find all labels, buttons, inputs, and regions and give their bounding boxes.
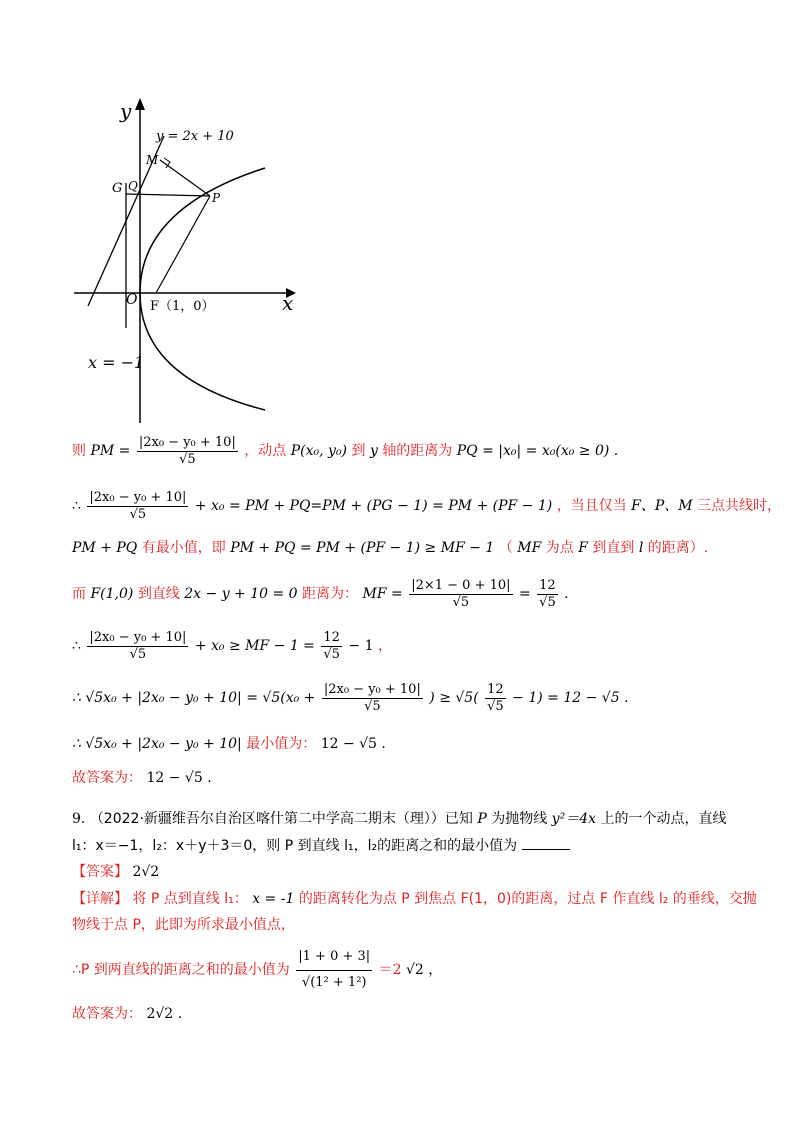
- denominator: √5: [179, 451, 196, 467]
- text: 的距离）.: [647, 540, 709, 556]
- point-G-label: G: [112, 181, 123, 196]
- text: 故答案为：: [72, 1006, 142, 1023]
- solution-line-1: [72, 435, 618, 467]
- math: MF =: [362, 586, 403, 603]
- math: PM + PQ = PM + (PF − 1) ≥ MF − 1: [230, 540, 495, 556]
- numerator: |2x₀ − y₀ + 10|: [89, 490, 187, 505]
- therefore-symbol: ∴: [72, 498, 81, 515]
- point-P-label: P: [212, 191, 221, 205]
- text: 轴的距离为: [382, 443, 453, 460]
- detail-row-3: [72, 945, 757, 995]
- solution-line-3: [72, 540, 708, 557]
- math: y: [369, 443, 378, 460]
- text: 到直线: [137, 586, 180, 603]
- numerator: 12: [485, 682, 506, 699]
- fraction: [87, 490, 188, 522]
- math: y²＝4x: [551, 811, 596, 827]
- math: ) ≥ √5(: [429, 690, 479, 707]
- question-9-line-1: [72, 806, 757, 833]
- text: ∴P 到两直线的距离之和的最小值为: [72, 962, 290, 979]
- math: + x₀ ≥ MF − 1 =: [194, 638, 315, 655]
- fraction: [137, 435, 238, 467]
- question-9-line-2: [72, 833, 757, 860]
- text: ，当且仅当: [556, 498, 627, 515]
- math: l: [638, 540, 644, 556]
- solution-line-5: [72, 630, 392, 662]
- answer-line: [72, 770, 212, 787]
- text: .: [177, 1006, 183, 1023]
- text: 故答案为：: [72, 770, 142, 786]
- denominator: √(1² + 1²): [301, 974, 367, 990]
- math: ∴ √5x₀ + |2x₀ − y₀ + 10|: [72, 736, 242, 752]
- denominator: √5: [452, 594, 470, 610]
- text: 上的一个动点，直线: [600, 811, 727, 827]
- text: 距离为：: [302, 586, 359, 603]
- math: 2x − y + 10 = 0: [184, 586, 298, 603]
- detail-row-2: [72, 912, 757, 939]
- answer-row: [72, 859, 757, 886]
- solution-line-2: [72, 490, 781, 522]
- text: .: [624, 690, 629, 707]
- therefore-symbol: ∴: [72, 638, 81, 655]
- numerator: |1 + 0 + 3|: [296, 945, 372, 971]
- text: 为点: [545, 540, 574, 556]
- denominator: √5: [539, 594, 556, 610]
- segment-GP: [126, 194, 210, 196]
- final-answer-row: [72, 1001, 757, 1028]
- math: P(x₀, y₀): [290, 443, 348, 460]
- math: x = -1: [252, 890, 295, 907]
- y-axis-label: y: [120, 99, 132, 123]
- solution-line-4: [72, 578, 569, 610]
- segment-PF: [156, 196, 210, 293]
- answer-tag: 【答案】: [72, 864, 128, 881]
- solution-line-6: [72, 682, 629, 714]
- text: 到直到: [592, 540, 635, 556]
- line-equation-label: y = 2x + 10: [156, 129, 234, 144]
- point-F-label: F（1，0）: [150, 299, 215, 314]
- text: 的距离转化为点 P 到焦点 F(1，0)的距离，过点 F 作直线 l₂ 的垂线，交抛: [298, 890, 757, 907]
- text: ，: [377, 638, 392, 655]
- text: 为抛物线: [491, 811, 548, 827]
- numerator: |2x₀ − y₀ + 10|: [138, 435, 236, 450]
- math: 2√2: [146, 1006, 174, 1023]
- math: + x₀ = PM + PQ=PM + (PG − 1) = PM + (PF − 1): [194, 498, 553, 515]
- numerator: |2×1 − 0 + 10|: [411, 578, 511, 593]
- point-O-label: O: [126, 292, 138, 308]
- answer-blank: [522, 837, 570, 850]
- numerator: |2x₀ − y₀ + 10|: [89, 630, 187, 645]
- denominator: √5: [323, 646, 340, 662]
- detail-tag: 【详解】: [72, 890, 128, 907]
- fraction: [296, 945, 372, 995]
- math: =: [518, 586, 531, 603]
- directrix-label: x = −1: [88, 353, 145, 372]
- math: F: [578, 540, 588, 556]
- math: F、P、M: [631, 498, 693, 515]
- text: 则: [72, 443, 86, 460]
- math: MF: [517, 540, 542, 556]
- numerator: 12: [321, 630, 342, 647]
- denominator: √5: [487, 698, 504, 714]
- fraction: [409, 578, 512, 610]
- numerator: |2x₀ − y₀ + 10|: [323, 682, 421, 697]
- text: .: [613, 443, 619, 460]
- text: l₁：x＝−1，l₂：x＋y＋3＝0，则 P 到直线 l₁，l₂的距离之和的最小值为: [72, 837, 518, 854]
- text: 物线于点 P，此即为所求最小值点，: [72, 917, 295, 934]
- denominator: √5: [364, 698, 381, 714]
- math: PQ = |x₀| = x₀(x₀ ≥ 0): [456, 443, 610, 460]
- math: − 1: [348, 638, 374, 655]
- math: PM + PQ: [72, 540, 138, 556]
- text: 最小值为：: [246, 736, 317, 752]
- text: 到: [351, 443, 366, 460]
- point-Q-label: Q: [128, 179, 138, 193]
- math: P: [477, 811, 487, 827]
- detail-row-1: [72, 886, 757, 913]
- fraction: [321, 630, 342, 662]
- question-source: （2022·新疆维吾尔自治区喀什第二中学高二期末（理））已知: [89, 811, 473, 827]
- math: 12 − √5: [320, 736, 377, 752]
- text: ，: [428, 962, 443, 979]
- solution-line-7: [72, 736, 386, 753]
- text: 有最小值，即: [141, 540, 226, 556]
- math: PM =: [90, 443, 131, 460]
- text: （: [498, 540, 513, 556]
- parabola-figure: [60, 88, 320, 428]
- math: ∴ √5x₀ + |2x₀ − y₀ + 10| = √5(x₀ +: [72, 690, 316, 707]
- math: 12 − √5: [146, 770, 203, 786]
- text: 将 P 点到直线 l₁：: [132, 890, 248, 907]
- text: ，动点: [244, 443, 287, 460]
- denominator: √5: [129, 646, 147, 662]
- numerator: 12: [537, 578, 558, 595]
- denominator: √5: [129, 506, 147, 522]
- fraction: [322, 682, 423, 714]
- math: F(1,0): [90, 586, 134, 603]
- question-9: [72, 806, 757, 1028]
- text: .: [207, 770, 212, 786]
- text: .: [564, 586, 569, 603]
- math: − 1) = 12 − √5: [512, 690, 620, 707]
- text: ＝2: [378, 962, 402, 979]
- answer-value: 2√2: [132, 864, 160, 881]
- question-number: 9.: [72, 811, 86, 827]
- x-axis-label: x: [282, 291, 294, 315]
- math: √2: [405, 962, 424, 979]
- fraction: [537, 578, 558, 610]
- y-axis-arrow: [135, 98, 145, 110]
- fraction: [485, 682, 506, 714]
- text: .: [381, 736, 386, 752]
- point-M-label: M: [146, 153, 159, 167]
- text: 而: [72, 586, 86, 603]
- fraction: [87, 630, 188, 662]
- text: 三点共线时，: [697, 498, 782, 515]
